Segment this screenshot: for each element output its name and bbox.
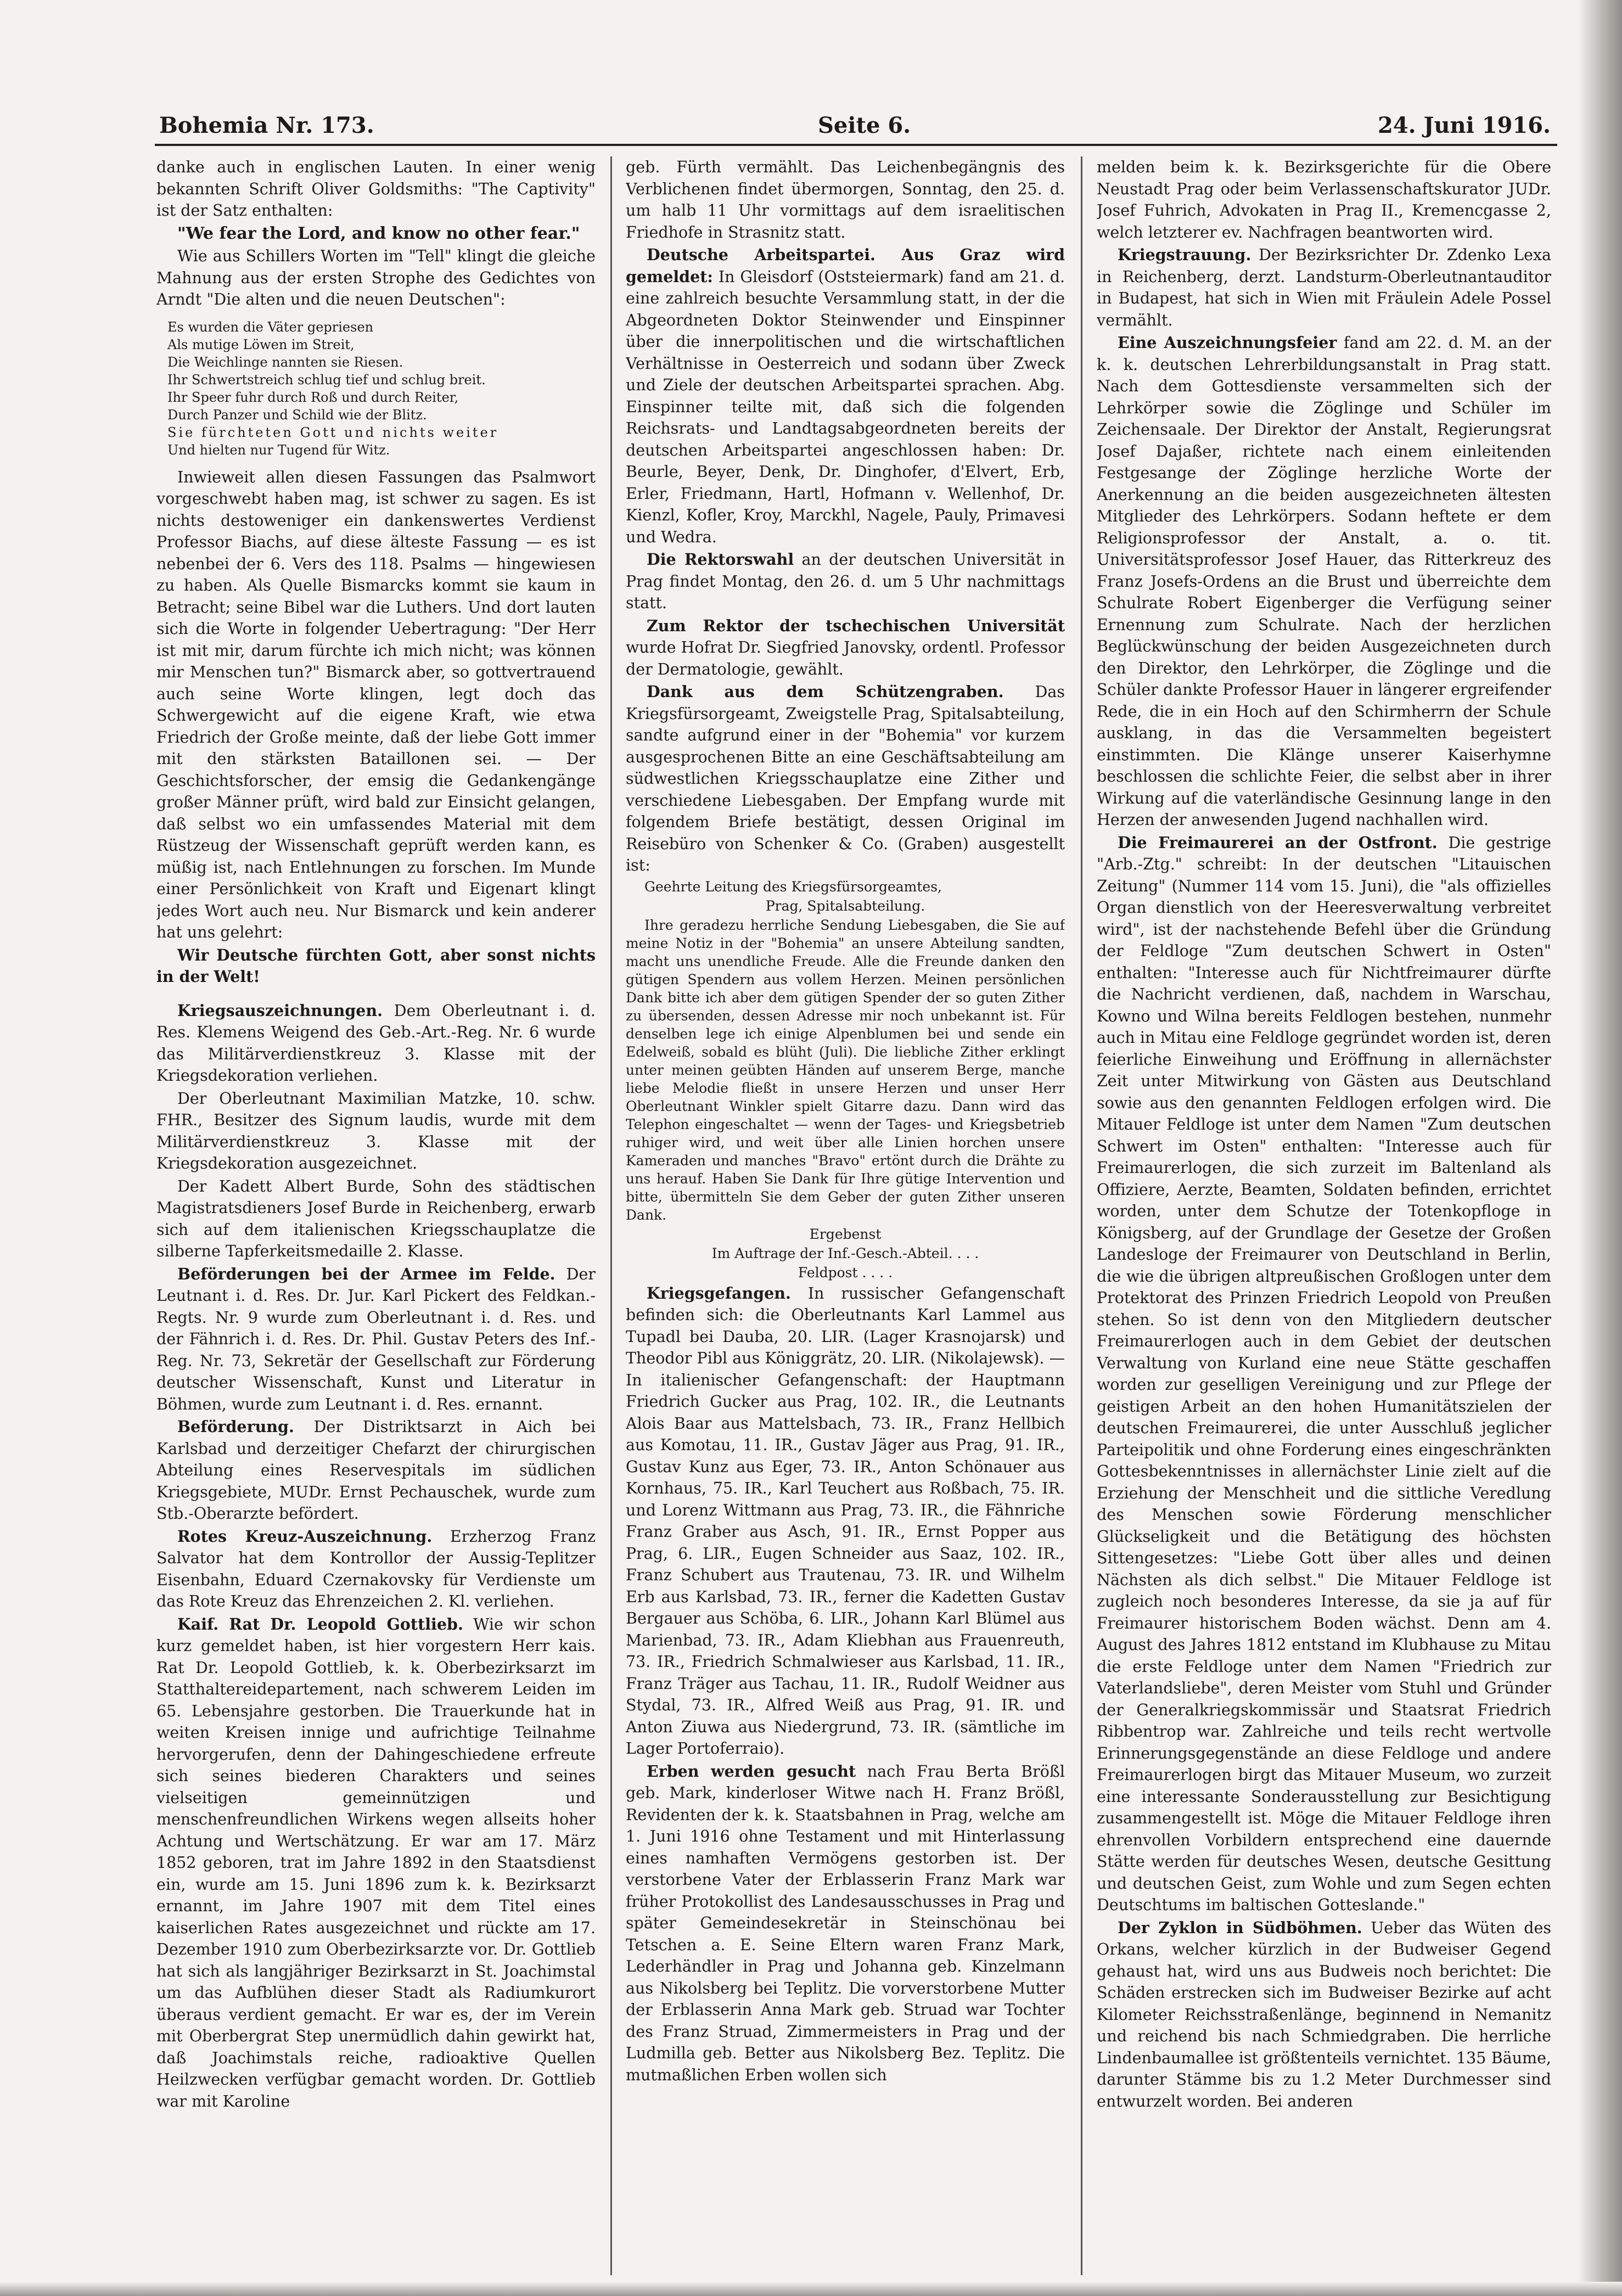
article-text: In russischer Gefangenschaft befinden sich: die Oberleutnants Karl Lammel aus Tupadl bei Dauba, 20. LIR. (Lager Krasnojarsk) und Theodor Pibl aus Königgrätz, 20. LIR. (Nikolajewsk). — In italienischer Gefangenschaft: der Hauptmann Friedrich Gucker aus Prag, 102. IR., die Leutnants Alois Baar aus Mattelsbach, 73. IR., Franz Hellbich aus Komotau, 11. IR., Gustav Jäger aus Prag, 91. IR., Gustav Kunz aus Eger, 73. IR., Anton Schönauer aus Kornhaus, 75. IR., Karl Teuchert aus Roßbach, 75. IR. und Lorenz Wittmann aus Prag, 73. IR., die Fähnriche Franz Graber aus Asch, 91. IR., Ernst Popper aus Prag, 6. LIR., Eugen Schneider aus Saaz, 102. IR., Franz Schubert aus Trautenau, 73. IR. und Wilhelm Erb aus Karlsbad, 73. IR., ferner die Kadetten Gustav Bergauer aus Schöba, 6. LIR., Johann Karl Blümel aus Marienbad, 73. IR., Adam Kliebhan aus Frauenreuth, 73. IR., Friedrich Schmalwieser aus Karlsbad, 11. IR., Franz Träger aus Tachau, 11. IR., Rudolf Weidner aus Stydal, 73. IR., Alfred Weiß aus Prag, 91. IR. und Anton Ziuwa aus Niedergrund, 73. IR. (sämtliche im Lager Portoferraio). — [626, 1284, 1065, 1758]
article-text: Erzherzog Franz Salvator hat dem Kontrollor der Aussig-Teplitzer Eisenbahn, Eduard Czernakovsky für Verdienste um das Rote Kreuz das Ehrenzeichen 2. Kl. verliehen. — [156, 1527, 596, 1610]
article-headline: Beförderung. — [177, 1417, 294, 1436]
article-text: wurde Hofrat Dr. Siegfried Janovsky, ordentl. Professor der Dermatologie, gewählt. — [626, 638, 1065, 678]
letter-body: Ihre geradezu herrliche Sendung Liebesgaben, die Sie auf meine Notiz in der "Bohemia" an unsere Abteilung sandten, macht uns unendliche Freude. Alle die Freunde danken den gütigen Spendern aus vollem Herzen. Meinen persönlichen Dank bitte ich aber dem gütigen Spender der so guten Zither zu übersenden, dessen Adresse mir noch unbekannt ist. Für denselben lege ich einige Alpenblumen bei und sende ein Edelweiß, sobald es blüht (Juli). Die liebliche Zither erklingt unter meinen geübten Händen auf unserem Berge, manche liebe Melodie fließt in unsere Herzen und unser Herr Oberleutnant Winkler spielt Gitarre dazu. Dann wird das Telephon eingeschaltet — wenn der Tages- und Kriegsbetrieb ruhiger wird, und weit über alle Linien horchen unsere Kameraden und manches "Bravo" ertönt durch die Drähte zu uns herauf. Haben Sie Dank für Ihre gütige Intervention und bitte, übermitteln Sie dem Geber der guten Zither unseren Dank. — [626, 917, 1065, 1223]
article-headline: Kaif. Rat Dr. Leopold Gottlieb. — [177, 1614, 463, 1633]
poem-verse — [167, 318, 596, 459]
paragraph: Der Kadett Albert Burde, Sohn des städtischen Magistratsdieners Josef Burde in Reichenberg, erwarb sich auf dem italienischen Kriegsschauplatze die silberne Tapferkeitsmedaille 2. Klasse. — [156, 1177, 596, 1260]
issue-date: 24. Juni 1916. — [1378, 113, 1551, 138]
verse-line: Als mutige Löwen im Streit, — [167, 336, 355, 352]
article-headline: Rotes Kreuz-Auszeichnung. — [177, 1526, 433, 1546]
verse-line: Sie fürchteten Gott und nichts weiter — [167, 424, 499, 440]
paragraph: Wie aus Schillers Worten im "Tell" klingt die gleiche Mahnung aus der ersten Strophe des Gedichtes von Arndt "Die alten und die neuen Deutschen": — [156, 247, 596, 308]
article-text: Das Kriegsfürsorgeamt, Zweigstelle Prag, Spitalsabteilung, sandte aufgrund einer in der "Bohemia" vor kurzem ausgesprochenen Bitte an eine Geschäftsabteilung am südwestlichen Kriegsschauplatze eine Zither und verschiedene Liebesgaben. Der Empfang wurde mit folgendem Briefe bestätigt, dessen Original im Reisebüro von Schenker & Co. (Graben) ausgestellt ist: — [626, 683, 1065, 874]
article-text: fand am 22. d. M. an der k. k. deutschen Lehrerbildungsanstalt in Prag statt. Nach dem Gottesdienste versammelten sich der Lehrkörper sowie die Zöglinge und Schüler im Zeichensaale. Der Direktor der Anstalt, Regierungsrat Josef Dajaßer, richtete nach einem einleitenden Festgesange der Zöglinge herzliche Worte der Anerkennung an die beiden ausgezeichneten ältesten Mitglieder des Lehrkörpers. Sodann heftete er dem Religionsprofessor der Anstalt, a. o. tit. Universitätsprofessor Josef Hauer, das Ritterkreuz des Franz Josefs-Ordens an die Brust und überreichte dem Schulrate Robert Eigenberger die Verfügung seiner Ernennung zum Schulrate. Nach der herzlichen Beglückwünschung der beiden Ausgezeichneten durch den Direktor, den Lehrkörper, die Zöglinge und die Schüler dankte Professor Hauer in längerer ergreifender Rede, die in ein Hoch auf den Schirmherrn der Schule ausklang, in das die Versammelten begeistert einstimmten. Die Klänge unserer Kaiserhymne beschlossen die schlichte Feier, die selbst aber in ihrer Wirkung auf die vaterländische Gesinnung lange in den Herzen der anwesenden Jugend nachhallen wird. — [1097, 334, 1551, 829]
header-rule — [155, 144, 1557, 146]
letter-closing: Ergebenst — [809, 1226, 882, 1242]
article-headline: Die Freimaurerei an der Ostfront. — [1118, 833, 1438, 852]
letter-salutation: Geehrte Leitung des Kriegsfürsorgeamtes, — [644, 878, 942, 895]
verse-line: Ihr Speer fuhr durch Roß und durch Reiter, — [167, 389, 459, 405]
article-text: Der Bezirksrichter Dr. Zdenko Lexa in Reichenberg, derzt. Landsturm-Oberleutnantauditor in Budapest, hat sich in Wien mit Fräulein Adele Possel vermählt. — [1097, 246, 1551, 329]
article-headline: Eine Auszeichnungsfeier — [1118, 333, 1337, 352]
page-edge-shadow — [1578, 0, 1622, 2296]
paragraph: geb. Fürth vermählt. Das Leichenbegängnis des Verblichenen findet übermorgen, Sonntag, den 25. d. um halb 11 Uhr vormittags auf dem israelitischen Friedhofe in Strasnitz statt. — [626, 158, 1065, 242]
paragraph: melden beim k. k. Bezirksgerichte für die Obere Neustadt Prag oder beim Verlassenschaftskurator JUDr. Josef Fuhrich, Advokaten in Prag II., Kremencgasse 2, welch letzterer ev. Nachfragen beantworten wird. — [1097, 158, 1551, 242]
verse-line: Die Weichlinge nannten sie Riesen. — [167, 354, 403, 370]
verse-line: Ihr Schwertstreich schlug tief und schlug breit. — [167, 372, 486, 388]
paragraph: Wir Deutsche fürchten Gott, aber sonst nichts in der Welt! — [156, 945, 596, 986]
verse-line: Es wurden die Väter gepriesen — [167, 319, 374, 335]
paragraph: Inwieweit allen diesen Fassungen das Psalmwort vorgeschwebt haben mag, ist schwer zu sagen. Es ist nichts destoweniger ein dankenswertes Verdienst Professor Biachs, auf diese älteste Fassung — es ist nebenbei der 6. Vers des 118. Psalms — hingewiesen zu haben. Als Quelle Bismarcks kommt sie kaum in Betracht; seine Bibel war die Luthers. Und dort lauten sich die Worte in folgender Uebertragung: "Der Herr ist mit mir, darum fürchte ich mich nicht; was können mir Menschen tun?" Bismarck aber, so gottvertrauend auch seine Worte klingen, legt doch das Schwergewicht auf die eigene Kraft, wie etwa Friedrich der Große meinte, daß der liebe Gott immer mit den stärksten Bataillonen sei. — Der Geschichtsforscher, der emsig die Gedankengänge großer Männer prüft, wird bald zur Einsicht gelangen, daß selbst wo ein umfassendes Material mit dem Rüstzeug der Wissenschaft geprüft werden kann, es müßig ist, nach Entlehnungen zu forschen. Im Munde einer Persönlichkeit von Kraft und Eigenart klingt jedes Wort auch neu. Nur Bismarck und kein anderer hat uns gelehrt: — [156, 468, 596, 941]
article-text: an der deutschen Universität in Prag findet Montag, den 26. d. um 5 Uhr nachmittags statt. — [626, 551, 1065, 612]
letter-fieldpost: Feldpost . . . . — [798, 1264, 893, 1281]
article-text: Dem Oberleutnant i. d. Res. Klemens Weigend des Geb.-Art.-Reg. Nr. 6 wurde das Militärverdienstkreuz 3. Klasse mit der Kriegsdekoration verliehen. — [156, 1001, 596, 1085]
column-divider — [1081, 156, 1082, 2275]
article-text: Ueber das Wüten des Orkans, welcher kürzlich in der Budweiser Gegend gehaust hat, wird uns aus Budweis noch berichtet: Die Schäden erstrecken sich im Budweiser Bezirke auf acht Kilometer Reichsstraßenlänge, beginnend in Nemanitz und reichend bis nach Schmiedgraben. Die herrliche Lindenbaumallee ist größtenteils vernichtet. 135 Bäume, darunter Stämme bis zu 1.2 Meter Durchmesser sind entwurzelt worden. Bei anderen — [1097, 1918, 1551, 2110]
article-text: In Gleisdorf (Oststeiermark) fand am 21. d. eine zahlreich besuchte Versammlung statt, in der die Abgeordneten Doktor Steinwender und Einspinner über die innerpolitischen und die wirtschaftlichen Verhältnisse in Oesterreich und sodann über Zweck und Ziele der deutschen Arbeitspartei sprachen. Abg. Einspinner teilte mit, daß sich die folgenden Reichsrats- und Landtagsabgeordneten bereits der deutschen Arbeitspartei angeschlossen haben: Dr. Beurle, Beyer, Denk, Dr. Dinghofer, d'Elvert, Erb, Erler, Friedmann, Hartl, Hofmann v. Wellenhof, Dr. Kienzl, Kofler, Kroy, Marckhl, Nagele, Pauly, Primavesi und Wedra. — [626, 267, 1065, 546]
article-text: Die gestrige "Arb.-Ztg." schreibt: In der deutschen "Litauischen Zeitung" (Nummer 114 vom 15. Juni), die "als offizielles Organ dienstlich von der Heeresverwaltung verbreitet wird", ist der nachstehende Befehl über die Gründung der Feldloge "Zum deutschen Schwert in Osten" enthalten: "Interesse auch für Nichtfreimaurer dürfte die Nachricht verdienen, daß, nachdem in Warschau, Kowno und Wilna bereits Feldlogen bestehen, nunmehr auch in Mitau eine Feldloge gegründet worden ist, deren feierliche Einweihung und Eröffnung in allernächster Zeit unter Mitwirkung von Gästen aus Deutschland sowie aus den genannten Feldlogen erfolgen wird. Die Mitauer Feldloge ist unter dem Namen "Zum deutschen Schwert im Osten" enthalten: "Interesse auch für Freimaurerlogen, die sich zurzeit im Baltenland als Offiziere, Aerzte, Beamten, Soldaten befinden, errichtet worden, unter dem Schutze der Totenkopfloge in Königsberg, auf der Grundlage der Gesetze der Großen Landesloge der Freimaurer von Deutschland in Berlin, die wie die übrigen altpreußischen Großlogen unter dem Protektorat des Prinzen Friedrich Leopold von Preußen stehen. So ist denn von den Mitgliedern deutscher Freimaurerlogen auch in dem Gebiet der deutschen Verwaltung von Kurland eine neue Stätte geschaffen worden zur geselligen Vereinigung und zur Pflege der geistigen Arbeit an den hohen Humanitätszielen der deutschen Freimaurerei, die unter Ausschluß jeglicher Parteipolitik und ohne Forderung eines eingeschränkten Gottesbekenntnisses in allernächster Linie zielt auf die Erziehung der Menschheit und die sittliche Veredlung des Menschen sowie Förderung menschlicher Glückseligkeit und die Betätigung des höchsten Sittengesetzes: "Liebe Gott über alles und deinen Nächsten als dich selbst." Die Mitauer Feldloge ist zugleich noch besonderes Interesse, da sie ja auf für Freimaurer historischem Boden wächst. Denn am 4. August des Jahres 1812 entstand im Klubhause zu Mitau die erste Feldloge unter dem Namen "Friedrich zur Vaterlandsliebe", deren Meister vom Stuhl und Gründer der Generalkriegskommissär und Staatsrat Friedrich Ribbentrop war. Zahlreiche und teils recht wertvolle Erinnerungsgegenstände an diese Feldloge und andere Freimaurerlogen birgt das Mitauer Museum, wo zurzeit eine interessante Sonderausstellung zur Besichtigung zusammengestellt ist. Möge die Mitauer Feldloge ihren ehrenvollen Vorbildern entsprechend eine dauernde Stätte werden für deutsches Wesen, deutsche Gesittung und deutschen Geist, zum Wohle und zum Segen echten Deutschtums im baltischen Gotteslande." — [1097, 833, 1551, 1914]
letter-signature: Im Auftrage der Inf.-Gesch.-Abteil. . . . — [711, 1245, 979, 1261]
letter-address: Prag, Spitalsabteilung. — [765, 897, 925, 914]
paragraph: Der Oberleutnant Maximilian Matzke, 10. schw. FHR., Besitzer des Signum laudis, wurde mit dem Militärverdienstkreuz 3. Klasse mit der Kriegsdekoration ausgezeichnet. — [156, 1089, 596, 1172]
article-text: Der Leutnant i. d. Res. Dr. Jur. Karl Pickert des Feldkan.-Regts. Nr. 9 wurde zum Oberleutnant i. d. Res. und der Fähnrich i. d. Res. Dr. Phil. Gustav Peters des Inf.-Reg. Nr. 73, Sekretär der Gesellschaft zur Förderung deutscher Wissenschaft, Kunst und Literatur in Böhmen, wurde zum Leutnant i. d. Res. ernannt. — [156, 1265, 596, 1413]
column-3 — [1097, 156, 1551, 2275]
article-headline: Die Rektorswahl — [647, 550, 794, 569]
article-headline: Dank aus dem Schützengraben. — [647, 682, 1004, 701]
article-headline: Deutsche Arbeitspartei. Aus Graz wird gemeldet: — [626, 245, 1065, 286]
article-headline: Der Zyklon in Südböhmen. — [1118, 1918, 1362, 1937]
page-number: Seite 6. — [818, 113, 911, 138]
article-headline: Kriegstrauung. — [1118, 245, 1251, 264]
article-text: Wie wir schon kurz gemeldet haben, ist hier vorgestern Herr kais. Rat Dr. Leopold Gottlieb, k. k. Oberbezirksarzt im Statthaltereidepartement, nach schwerem Leiden im 65. Lebensjahre gestorben. Die Trauerkunde hat in weiten Kreisen innige und aufrichtige Teilnahme hervorgerufen, denn der Dahingeschiedene erfreute sich seines biederen Charakters und seines vielseitigen gemeinnützigen und menschenfreundlichen Wirkens wegen allseits hoher Achtung und Wertschätzung. Er war am 17. März 1852 geboren, trat im Jahre 1892 in den Staatsdienst ein, wurde am 15. Juni 1896 zum k. k. Bezirksarzt ernannt, im Jahre 1907 mit dem Titel eines kaiserlichen Rates ausgezeichnet und rückte am 17. Dezember 1910 zum Oberbezirksarzte vor. Dr. Gottlieb hat sich als langjähriger Bezirksarzt in St. Joachimstal um das Aufblühen dieser Stadt als Radiumkurort überaus verdient gemacht. Er war es, der im Verein mit Oberbergrat Step unermüdlich dahin gewirkt hat, daß Joachimstals reiche, radioaktive Quellen Heilzwecken verfügbar gemacht worden. Dr. Gottlieb war mit Karoline — [156, 1615, 596, 2110]
article-headline: Kriegsauszeichnungen. — [177, 1001, 383, 1020]
column-2 — [626, 156, 1065, 2275]
verse-line: Durch Panzer und Schild wie der Blitz. — [167, 407, 427, 423]
paragraph: danke auch in englischen Lauten. In einer wenig bekannten Schrift Oliver Goldsmiths: "The Captivity" ist der Satz enthalten: — [156, 158, 596, 220]
page-bottom-shadow — [0, 2282, 1622, 2296]
column-divider — [610, 156, 612, 2275]
page-header — [159, 113, 1551, 145]
quote: "We fear the Lord, and know no other fear." — [177, 223, 580, 243]
newspaper-issue: Bohemia Nr. 173. — [159, 113, 374, 138]
article-headline: Beförderungen bei der Armee im Felde. — [177, 1264, 555, 1283]
article-headline: Erben werden gesucht — [647, 1761, 856, 1781]
verse-line: Und hielten nur Tugend für Witz. — [167, 442, 390, 458]
article-headline: Zum Rektor der tschechischen Universität — [647, 616, 1065, 635]
article-text: Der Distriktsarzt in Aich bei Karlsbad und derzeitiger Chefarzt der chirurgischen Abteilung eines Reservespitals im südlichen Kriegsgebiete, MUDr. Ernst Pechauschek, wurde zum Stb.-Oberarzte befördert. — [156, 1418, 596, 1523]
article-headline: Kriegsgefangen. — [647, 1283, 791, 1303]
article-text: nach Frau Berta Brößl geb. Mark, kinderloser Witwe nach H. Franz Brößl, Revidenten der k. k. Staatsbahnen in Prag, welche am 1. Juni 1916 ohne Testament und mit Hinterlassung eines namhaften Vermögens gestorben ist. Der verstorbene Vater der Erblasserin Franz Mark war früher Protokollist des Landesausschusses in Prag und später Gemeindesekretär in Steinschönau bei Tetschen a. E. Seine Eltern waren Franz Mark, Lederhändler in Prag und Johanna geb. Kinzelmann aus Nikolsberg bei Teplitz. Die vorverstorbene Mutter der Erblasserin Anna Mark geb. Struad war Tochter des Franz Struad, Zimmermeisters in Prag und der Ludmilla geb. Better aus Nikolsberg Bez. Teplitz. Die mutmaßlichen Erben wollen sich — [626, 1762, 1065, 2084]
column-1 — [156, 156, 596, 2275]
